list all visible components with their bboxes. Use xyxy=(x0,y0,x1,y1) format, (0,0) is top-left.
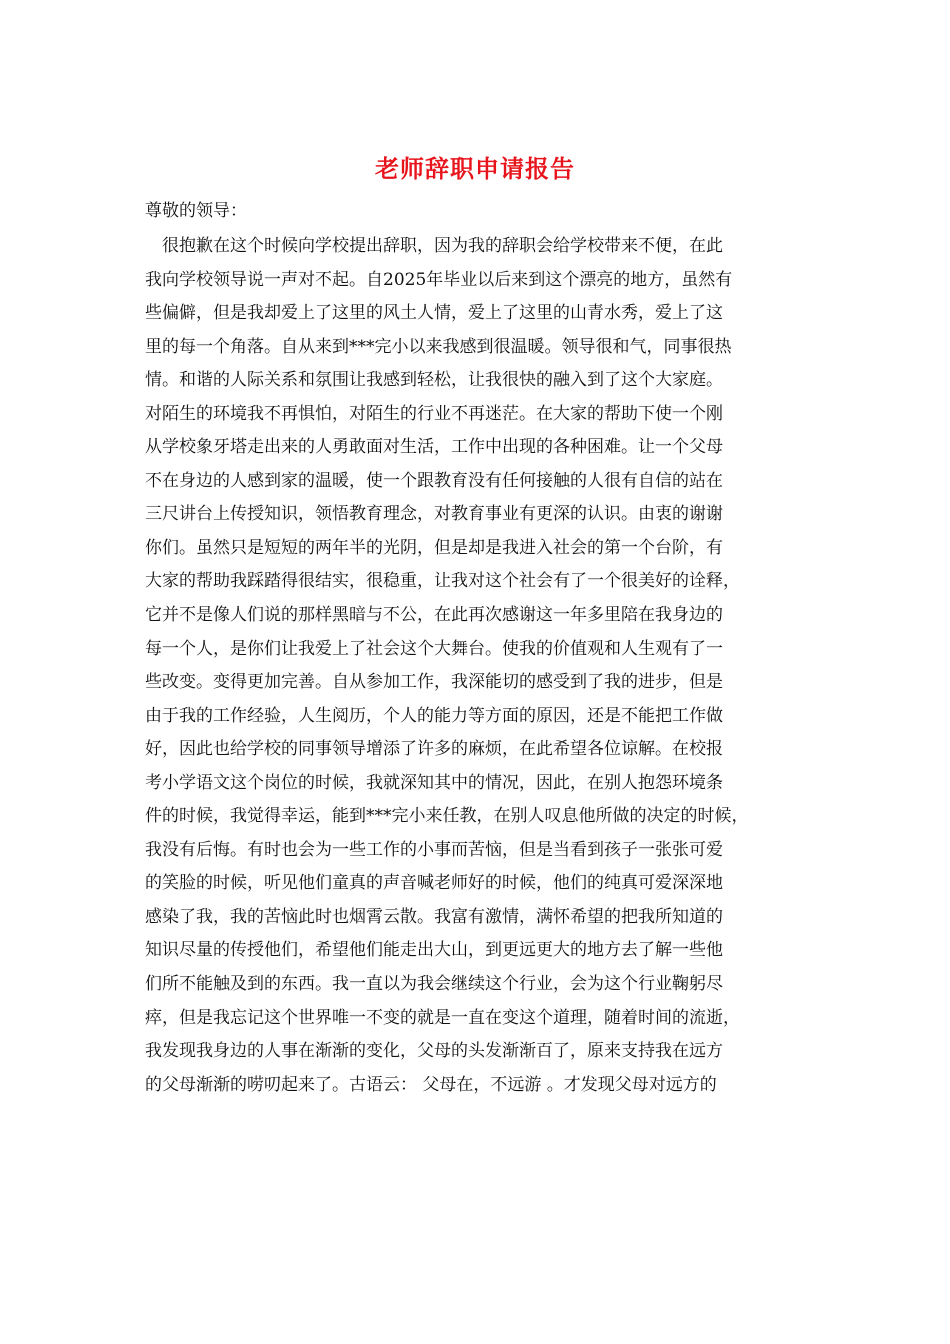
body-line: 由于我的工作经验，人生阅历，个人的能力等方面的原因，还是不能把工作做 xyxy=(145,705,723,726)
body-line: 每一个人，是你们让我爱上了社会这个大舞台。使我的价值观和人生观有了一 xyxy=(145,638,723,659)
body-line: 不在身边的人感到家的温暖，使一个跟教育没有任何接触的人很有自信的站在 xyxy=(145,470,723,491)
body-line: 大家的帮助我踩踏得很结实，很稳重，让我对这个社会有了一个很美好的诠释， xyxy=(145,571,740,592)
document-title: 老师辞职申请报告 xyxy=(375,154,575,183)
body-line: 对陌生的环境我不再惧怕，对陌生的行业不再迷茫。在大家的帮助下使一个刚 xyxy=(145,403,723,424)
body-line: 我没有后悔。有时也会为一些工作的小事而苦恼，但是当看到孩子一张张可爱 xyxy=(145,839,723,860)
body-line: 情。和谐的人际关系和氛围让我感到轻松，让我很快的融入到了这个大家庭。 xyxy=(145,370,723,391)
body-line: 我向学校领导说一声对不起。自2025年毕业以后来到这个漂亮的地方，虽然有 xyxy=(145,269,733,290)
body-line: 瘁，但是我忘记这个世界唯一不变的就是一直在变这个道理，随着时间的流逝， xyxy=(145,1007,740,1028)
body-line: 考小学语文这个岗位的时候，我就深知其中的情况，因此，在别人抱怨环境条 xyxy=(145,772,723,793)
body-line: 很抱歉在这个时候向学校提出辞职，因为我的辞职会给学校带来不便，在此 xyxy=(162,236,723,256)
body-text xyxy=(145,230,825,1102)
body-line: 些改变。变得更加完善。自从参加工作，我深能切的感受到了我的进步，但是 xyxy=(145,672,723,693)
body-line: 里的每一个角落。自从来到***完小以来我感到很温暖。领导很和气，同事很热 xyxy=(145,336,732,357)
body-line: 它并不是像人们说的那样黑暗与不公，在此再次感谢这一年多里陪在我身边的 xyxy=(145,605,723,626)
body-line: 些偏僻，但是我却爱上了这里的风土人情，爱上了这里的山青水秀，爱上了这 xyxy=(145,303,723,324)
body-line: 们所不能触及到的东西。我一直以为我会继续这个行业，会为这个行业鞠躬尽 xyxy=(145,974,723,995)
body-line: 我发现我身边的人事在渐渐的变化，父母的头发渐渐百了，原来支持我在远方 xyxy=(145,1041,723,1062)
body-line: 三尺讲台上传授知识，领悟教育理念，对教育事业有更深的认识。由衷的谢谢 xyxy=(145,504,723,525)
body-line: 件的时候，我觉得幸运，能到***完小来任教，在别人叹息他所做的决定的时候， xyxy=(145,806,749,827)
body-line: 的父母渐渐的唠叨起来了。古语云： 父母在，不远游 。才发现父母对远方的 xyxy=(145,1074,717,1095)
body-line: 的笑脸的时候，听见他们童真的声音喊老师好的时候，他们的纯真可爱深深地 xyxy=(145,873,723,894)
body-line: 知识尽量的传授他们，希望他们能走出大山，到更远更大的地方去了解一些他 xyxy=(145,940,723,961)
body-line: 你们。虽然只是短短的两年半的光阴，但是却是我进入社会的第一个台阶，有 xyxy=(145,537,723,558)
body-line: 感染了我，我的苦恼此时也烟霄云散。我富有激情，满怀希望的把我所知道的 xyxy=(145,906,723,927)
body-line: 从学校象牙塔走出来的人勇敢面对生活，工作中出现的各种困难。让一个父母 xyxy=(145,437,723,458)
body-line: 好，因此也给学校的同事领导增添了许多的麻烦，在此希望各位谅解。在校报 xyxy=(145,739,723,760)
salutation: 尊敬的领导： xyxy=(145,201,247,221)
